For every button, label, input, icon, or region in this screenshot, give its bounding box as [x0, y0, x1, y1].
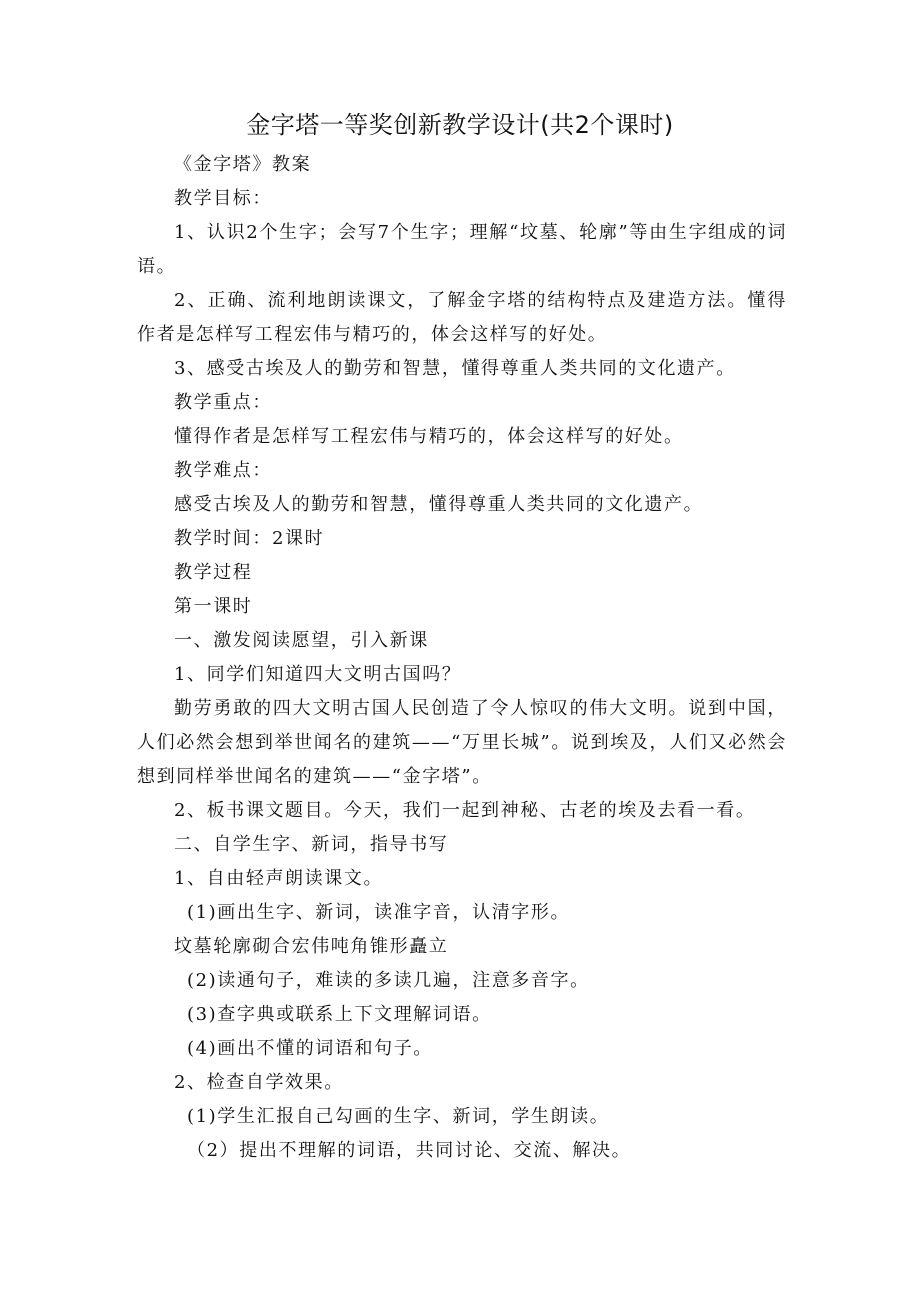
paragraph: (1)学生汇报自己勾画的生字、新词，学生朗读。 [187, 1106, 610, 1127]
paragraph: 1、同学们知道四大文明古国吗？ [174, 664, 462, 685]
document-title: 金字塔一等奖创新教学设计(共2个课时) [246, 111, 674, 139]
vocabulary-list: 坟墓轮廓砌合宏伟吨角锥形矗立 [174, 936, 449, 957]
section-heading-objectives: 教学目标： [174, 188, 272, 209]
paragraph: 2、正确、流利地朗读课文，了解金字塔的结构特点及建造方法。懂得作者是怎样写工程宏伟与精巧的，体会这样写的好处。 [137, 290, 787, 345]
paragraph: 1、自由轻声朗读课文。 [174, 868, 384, 889]
paragraph: 二、自学生字、新词，指导书写 [174, 834, 449, 855]
document-body [137, 148, 787, 1168]
paragraph: 3、感受古埃及人的勤劳和智慧，懂得尊重人类共同的文化遗产。 [174, 358, 736, 379]
section-heading-difficulties: 教学难点： [174, 460, 272, 481]
paragraph: 懂得作者是怎样写工程宏伟与精巧的，体会这样写的好处。 [174, 426, 684, 447]
paragraph: (1)画出生字、新词，读准字音，认清字形。 [187, 902, 571, 923]
paragraph: (3)查字典或联系上下文理解词语。 [187, 1004, 492, 1025]
section-heading-key-points: 教学重点： [174, 392, 272, 413]
paragraph: 2、板书课文题目。今天，我们一起到神秘、古老的埃及去看一看。 [174, 800, 756, 821]
lesson-plan-heading: 《金字塔》教案 [174, 154, 312, 175]
paragraph: 勤劳勇敢的四大文明古国人民创造了令人惊叹的伟大文明。说到中国，人们必然会想到举世闻名的建筑——“万里长城”。说到埃及，人们又必然会想到同样举世闻名的建筑——“金字塔”。 [137, 698, 787, 787]
section-heading-process: 教学过程 [174, 562, 253, 583]
paragraph: (4)画出不懂的词语和句子。 [187, 1038, 433, 1059]
paragraph: 2、检查自学效果。 [174, 1072, 344, 1093]
paragraph: 感受古埃及人的勤劳和智慧，懂得尊重人类共同的文化遗产。 [174, 494, 704, 515]
paragraph: （2）提出不理解的词语，共同讨论、交流、解决。 [187, 1140, 632, 1161]
section-heading-first-lesson: 第一课时 [174, 596, 253, 617]
paragraph: 一、激发阅读愿望，引入新课 [174, 630, 429, 651]
paragraph: 1、认识2个生字；会写7个生字；理解“坟墓、轮廓”等由生字组成的词语。 [137, 222, 787, 277]
paragraph: 教学时间：2课时 [174, 528, 325, 549]
paragraph: (2)读通句子，难读的多读几遍，注意多音字。 [187, 970, 590, 991]
